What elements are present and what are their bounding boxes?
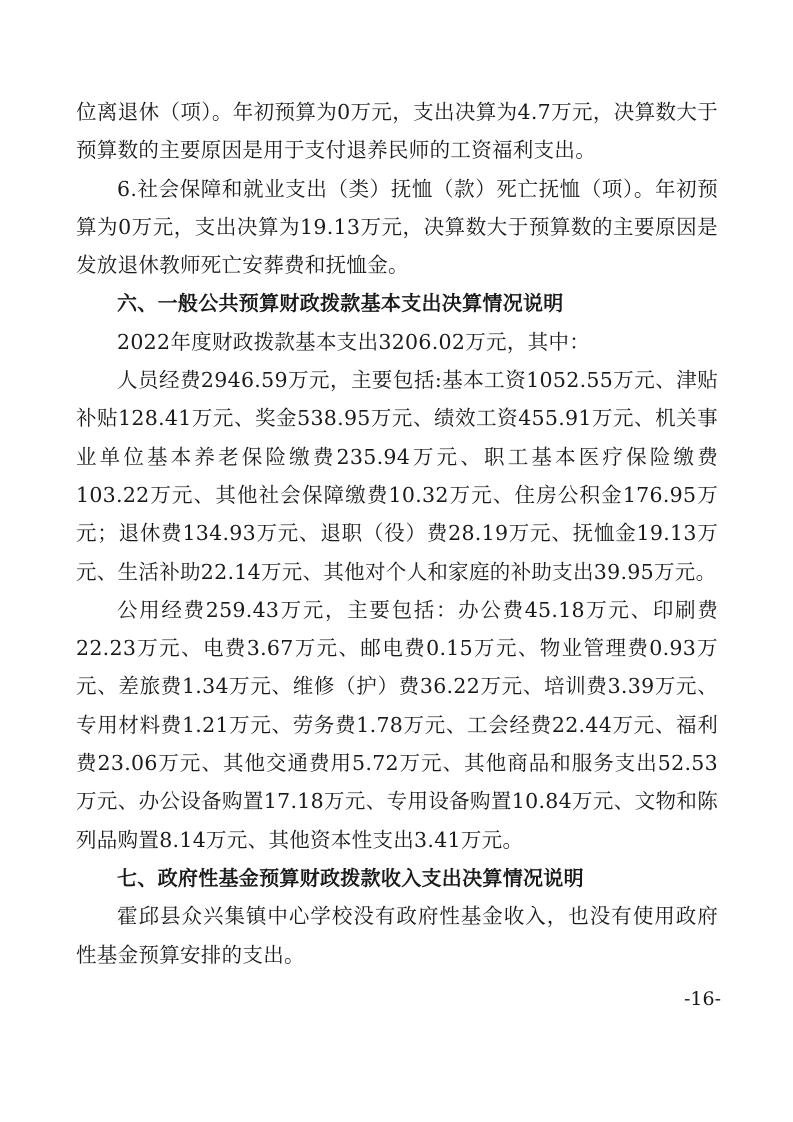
paragraph-government-fund: 霍邱县众兴集镇中心学校没有政府性基金收入，也没有使用政府性基金预算安排的支出。 bbox=[76, 904, 718, 967]
paragraph-death-pension: 6.社会保障和就业支出（类）抚恤（款）死亡抚恤（项）。年初预算为0万元，支出决算为19.13万元，决算数大于预算数的主要原因是发放退休教师死亡安葬费和抚恤金。 bbox=[76, 176, 718, 278]
document-body bbox=[76, 93, 718, 974]
section-heading-6: 六、一般公共预算财政拨款基本支出决算情况说明 bbox=[117, 291, 564, 316]
paragraph-retirement-continuation: 位离退休（项）。年初预算为0万元，支出决算为4.7万元，决算数大于预算数的主要原因是用于支付退养民师的工资福利支出。 bbox=[76, 100, 718, 163]
paragraph-personnel-expenses: 人员经费2946.59万元，主要包括:基本工资1052.55万元、津贴补贴128.41万元、奖金538.95万元、绩效工资455.91万元、机关事业单位基本养老保险缴费235.94万元、职工基本医疗保险缴费103.22万元、其他社会保障缴费10.32万元、住房公积金176.95万元；退休费134.93万元、退职（役）费28.19万元、抚恤金19.13万元、生活补助22.14万元、其他对个人和家庭的补助支出39.95万元。 bbox=[76, 368, 718, 584]
page-number: -16- bbox=[683, 988, 721, 1010]
section-heading-7: 七、政府性基金预算财政拨款收入支出决算情况说明 bbox=[117, 865, 584, 890]
paragraph-public-expenses: 公用经费259.43万元，主要包括：办公费45.18万元、印刷费22.23万元、电费3.67万元、邮电费0.15万元、物业管理费0.93万元、差旅费1.34万元、维修（护）费36.22万元、培训费3.39万元、专用材料费1.21万元、劳务费1.78万元、工会经费22.44万元、福利费23.06万元、其他交通费用5.72万元、其他商品和服务支出52.53万元、办公设备购置17.18万元、专用设备购置10.84万元、文物和陈列品购置8.14万元、其他资本性支出3.41万元。 bbox=[76, 597, 718, 852]
paragraph-basic-expenditure-total: 2022年度财政拨款基本支出3206.02万元，其中： bbox=[117, 329, 591, 354]
